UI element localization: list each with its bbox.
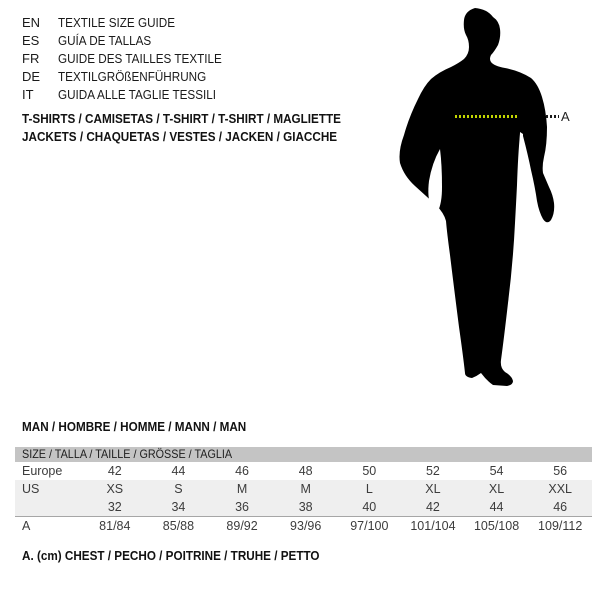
language-code: EN [22, 15, 41, 30]
size-cell: 101/104 [410, 519, 456, 533]
size-cell: 109/112 [538, 519, 583, 533]
size-cell: 46 [235, 464, 250, 478]
size-cell: M [236, 482, 248, 496]
size-cell: 32 [107, 500, 122, 514]
language-row-en [22, 14, 240, 32]
language-code: DE [22, 69, 41, 84]
measure-label-a: A [561, 109, 570, 124]
language-code: IT [22, 87, 34, 102]
size-cell: XS [106, 482, 124, 496]
size-table-header: SIZE / TALLA / TAILLE / GRÖSSE / TAGLIA [15, 447, 592, 462]
language-row-de [22, 68, 240, 86]
language-label: GUIDE DES TAILLES TEXTILE [58, 51, 222, 66]
measurement-footnote: A. (cm) CHEST / PECHO / POITRINE / TRUHE / PETTO [22, 548, 320, 563]
language-label: GUÍA DE TALLAS [58, 33, 152, 48]
size-table-row-us [15, 480, 592, 498]
row-label: US [22, 482, 40, 496]
language-row-fr [22, 50, 240, 68]
size-cell: 93/96 [290, 519, 322, 533]
size-cell: 44 [489, 500, 504, 514]
size-cell: 48 [298, 464, 313, 478]
size-cell: 89/92 [226, 519, 258, 533]
category-line-tshirts: T-SHIRTS / CAMISETAS / T-SHIRT / T-SHIRT / MAGLIETTE [22, 111, 341, 126]
size-cell: 85/88 [162, 519, 195, 533]
chest-measure-leader-line [546, 115, 559, 118]
size-cell: XL [425, 482, 441, 496]
row-label: Europe [22, 464, 63, 478]
size-cell: M [300, 482, 311, 496]
size-table-row-europe [15, 462, 592, 480]
language-label: GUIDA ALLE TAGLIE TESSILI [58, 87, 217, 102]
size-table-row-a-chest [15, 516, 592, 535]
language-row-it [22, 86, 240, 104]
size-cell: S [174, 482, 183, 496]
size-cell: 105/108 [473, 519, 520, 533]
size-cell: 97/100 [350, 519, 389, 533]
size-cell: 52 [425, 464, 440, 478]
size-cell: 38 [298, 500, 313, 514]
language-list [22, 14, 240, 104]
size-cell: XL [488, 482, 505, 496]
category-lines [22, 110, 376, 146]
size-cell: 44 [171, 464, 186, 478]
row-label: A [22, 519, 31, 533]
size-cell: XXL [548, 482, 572, 496]
size-cell: 36 [235, 500, 250, 514]
man-silhouette-body [400, 8, 555, 386]
arm-torso-gap-right [520, 132, 523, 183]
size-cell: 46 [553, 500, 568, 514]
size-cell: 34 [171, 500, 186, 514]
language-code: FR [22, 51, 40, 66]
size-cell: 54 [489, 464, 504, 478]
language-label: TEXTILE SIZE GUIDE [58, 15, 176, 30]
size-cell: 40 [362, 500, 377, 514]
language-code: ES [22, 33, 40, 48]
category-line-jackets: JACKETS / CHAQUETAS / VESTES / JACKEN / GIACCHE [22, 129, 338, 144]
size-table-row-numeric [15, 498, 592, 516]
size-cell: L [365, 482, 373, 496]
size-table [15, 447, 592, 535]
man-silhouette-figure [395, 5, 565, 390]
gender-title: MAN / HOMBRE / HOMME / MANN / MAN [22, 419, 247, 434]
size-cell: 42 [107, 464, 122, 478]
size-cell: 56 [553, 464, 568, 478]
language-label: TEXTILGRÖßENFÜHRUNG [58, 69, 207, 84]
size-cell: 81/84 [99, 519, 131, 533]
size-cell: 42 [425, 500, 440, 514]
size-cell: 50 [362, 464, 377, 478]
chest-measure-dashed-line [455, 115, 518, 118]
language-row-es [22, 32, 240, 50]
